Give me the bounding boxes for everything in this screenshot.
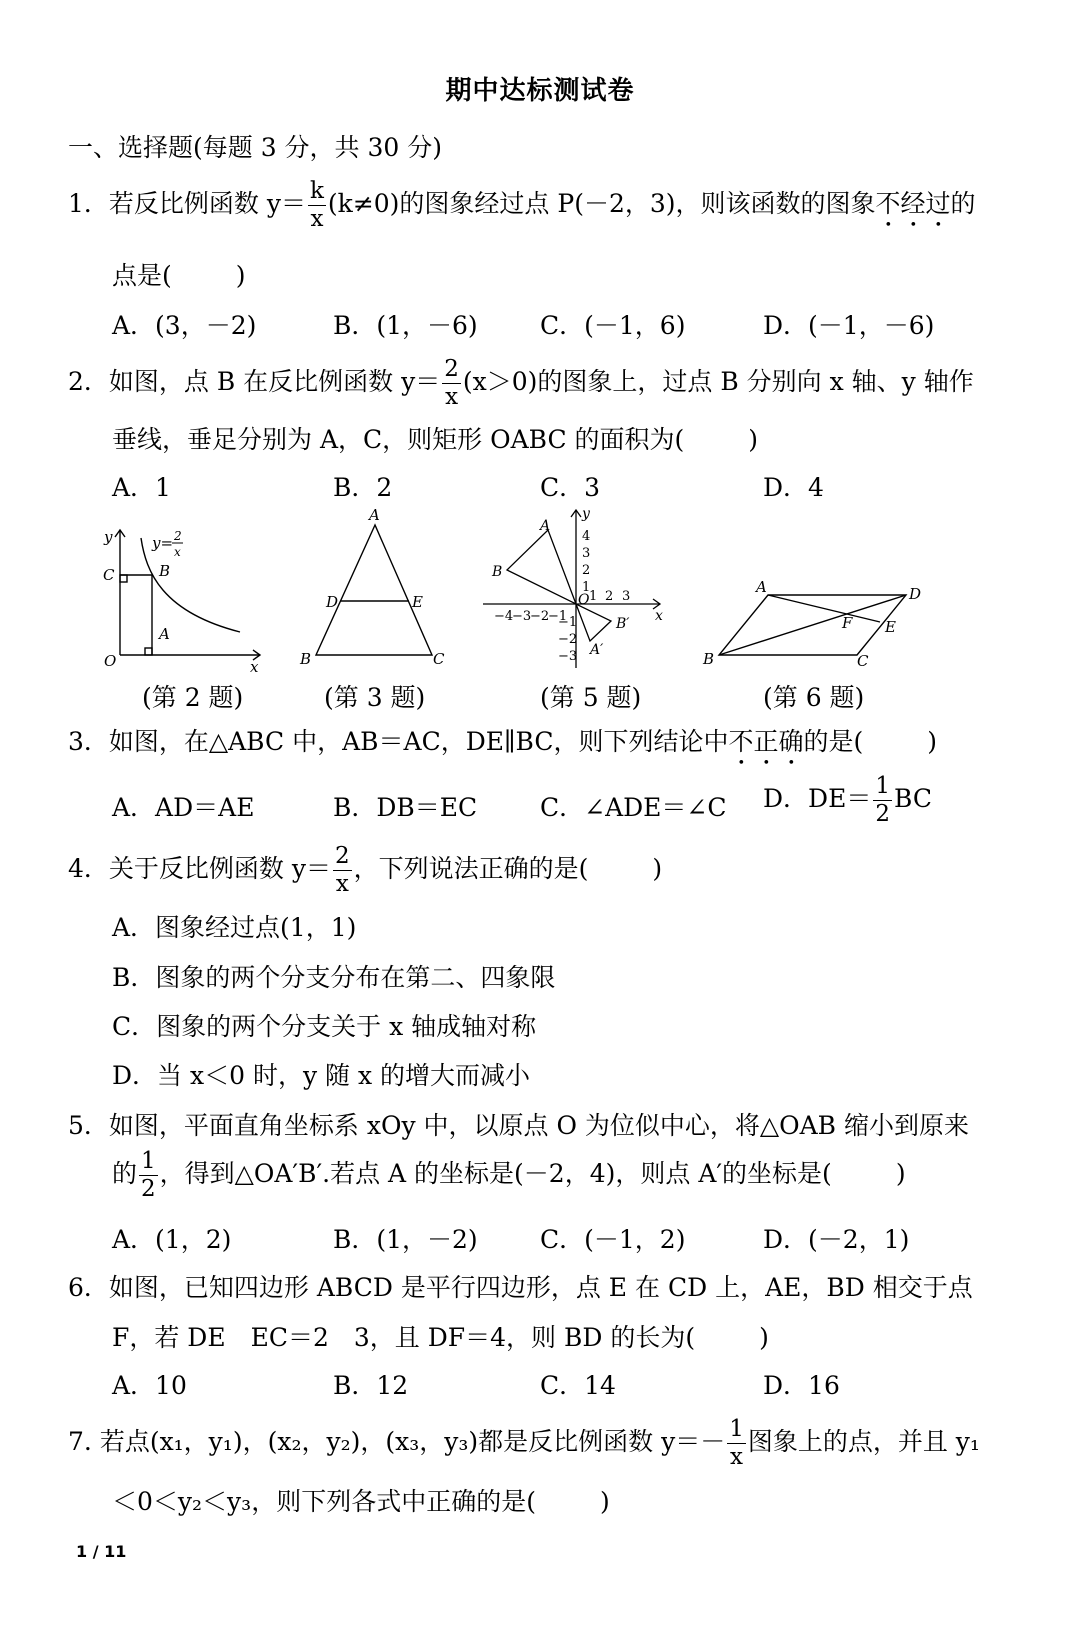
fraction-numerator: 2 — [444, 356, 459, 382]
figure-q6 — [719, 595, 906, 655]
y-tick-label: 3 — [582, 546, 591, 561]
figure-caption-q5: (第 5 题) — [540, 683, 642, 712]
question-number: 6． — [68, 1273, 109, 1302]
label-x: x — [655, 608, 663, 624]
triangle-oab — [507, 530, 576, 604]
answer-close: ) — [759, 1323, 769, 1352]
question-text: F，若 DE EC＝2 3，且 DF＝4，则 BD 的长为( — [112, 1323, 696, 1352]
question-6-line-2 — [112, 1318, 769, 1354]
question-text: ＜0＜y₂＜y₃，则下列各式中正确的是( — [112, 1487, 536, 1516]
emphasized-text: 不经过 — [875, 189, 951, 218]
fraction — [727, 1418, 746, 1469]
q6-option-d: D．16 — [763, 1371, 840, 1400]
function-denominator: x — [174, 545, 181, 559]
q6-option-b: B．12 — [333, 1371, 409, 1400]
option-text: BC — [893, 784, 932, 813]
question-text: 点是( — [112, 261, 172, 290]
fraction-numerator: 1 — [141, 1148, 156, 1174]
q6-option-a: A．10 — [112, 1371, 187, 1400]
figure-q3 — [316, 525, 432, 655]
fraction-numerator: k — [309, 178, 324, 204]
x-tick-label: −1 — [548, 609, 568, 624]
label-e: E — [412, 593, 423, 611]
figure-caption-q3: (第 3 题) — [324, 683, 426, 712]
x-tick-label: 2 — [605, 589, 614, 604]
fraction-numerator: 2 — [334, 843, 350, 869]
question-1 — [68, 180, 976, 233]
q5-option-a: A．(1，2) — [112, 1225, 232, 1254]
question-text: 图象上的点，并且 y₁ — [747, 1427, 980, 1456]
x-tick-label: 1 — [589, 589, 598, 604]
label-b: B — [300, 650, 312, 668]
q2-option-b: B．2 — [333, 473, 393, 502]
label-o: O — [104, 652, 117, 670]
answer-close: ) — [748, 425, 759, 454]
fraction — [333, 845, 352, 896]
diagonal-bd — [719, 595, 906, 655]
answer-close: ) — [895, 1159, 906, 1188]
fraction-denominator: x — [310, 206, 324, 232]
label-a: A — [369, 506, 380, 524]
fraction-numerator: 1 — [875, 773, 890, 799]
fraction — [442, 358, 461, 409]
q6-option-c: C．14 — [540, 1371, 616, 1400]
fraction-denominator: x — [335, 871, 349, 897]
label-c: C — [857, 652, 869, 670]
q3-option-c: C．∠ADE＝∠C — [540, 793, 727, 822]
y-tick-label: 2 — [582, 563, 591, 578]
q4-option-c: C．图象的两个分支关于 x 轴成轴对称 — [112, 1012, 537, 1041]
question-text: 的 — [112, 1159, 138, 1188]
fraction — [308, 180, 326, 231]
q5-option-d: D．(－2，1) — [763, 1225, 910, 1254]
question-number: 5． — [68, 1111, 109, 1140]
x-tick-label: 3 — [622, 589, 631, 604]
function-label: y= — [152, 534, 174, 552]
question-1-line-2 — [112, 256, 246, 292]
question-3 — [68, 722, 937, 771]
q3-option-d — [763, 775, 932, 826]
y-tick-label: 1 — [582, 580, 591, 595]
label-b: B — [703, 650, 715, 668]
label-x: x — [250, 658, 259, 676]
label-d: D — [909, 585, 922, 603]
label-b-prime: B′ — [616, 616, 630, 632]
y-tick-label: −1 — [558, 615, 578, 630]
figure-caption-q6: (第 6 题) — [763, 683, 865, 712]
label-y: y — [104, 528, 113, 546]
y-tick-label: −2 — [558, 632, 578, 647]
question-5 — [68, 1106, 969, 1142]
question-text: 若点(x₁，y₁)，(x₂，y₂)，(x₃，y₃)都是反比例函数 y＝－ — [99, 1427, 726, 1456]
figures-row — [0, 500, 1080, 680]
question-7 — [68, 1418, 980, 1469]
page-title: 期中达标测试卷 — [445, 76, 635, 106]
figure-q2 — [115, 530, 260, 660]
question-number: 1． — [68, 189, 109, 218]
q1-option-c: C．(－1，6) — [540, 311, 686, 340]
question-number: 4． — [68, 854, 109, 883]
fraction — [139, 1150, 158, 1201]
figure-caption-q2: (第 2 题) — [142, 683, 244, 712]
label-o: O — [578, 592, 590, 608]
fraction-denominator: 2 — [875, 801, 890, 827]
y-tick-label: −3 — [558, 649, 578, 664]
question-2 — [68, 358, 974, 409]
function-numerator: 2 — [174, 529, 182, 543]
question-6 — [68, 1268, 973, 1304]
question-text: (k≠0)的图象经过点 P(－2，3)，则该函数的图象 — [327, 189, 876, 218]
hyperbola-curve — [141, 538, 240, 632]
question-text: 如图，在△ABC 中，AB＝AC，DE∥BC，则下列结论中 — [108, 727, 729, 756]
answer-close: ) — [599, 1487, 610, 1516]
fraction-denominator: x — [445, 384, 459, 410]
q1-option-a: A．(3，－2) — [112, 311, 257, 340]
q5-option-b: B．(1，－2) — [333, 1225, 478, 1254]
question-text: 如图，平面直角坐标系 xOy 中，以原点 O 为位似中心，将△OAB 缩小到原来 — [108, 1111, 970, 1140]
right-angle-mark — [145, 648, 152, 655]
q2-option-a: A．1 — [112, 473, 171, 502]
q1-option-d: D．(－1，－6) — [763, 311, 935, 340]
answer-close: ) — [235, 261, 246, 290]
question-text: (x＞0)的图象上，过点 B 分别向 x 轴、y 轴作 — [462, 367, 974, 396]
x-tick-label: −3 — [512, 609, 532, 624]
label-c: C — [433, 650, 445, 668]
page-number: 1 / 11 — [76, 1542, 127, 1561]
label-b: B — [159, 562, 171, 580]
q4-option-a: A．图象经过点(1，1) — [112, 913, 357, 942]
triangle-oa2b2 — [576, 604, 611, 641]
q1-option-b: B．(1，－6) — [333, 311, 478, 340]
y-tick-label: 4 — [582, 529, 591, 544]
question-4 — [68, 845, 662, 896]
option-text: D．DE＝ — [763, 784, 872, 813]
label-b: B — [492, 564, 503, 580]
label-d: D — [326, 593, 339, 611]
question-text: ，下列说法正确的是( — [353, 854, 589, 883]
question-text: 关于反比例函数 y＝ — [108, 854, 331, 883]
question-text: 如图，已知四边形 ABCD 是平行四边形，点 E 在 CD 上，AE，BD 相交于点 — [108, 1273, 973, 1302]
label-y: y — [582, 506, 590, 522]
fraction-denominator: x — [730, 1444, 744, 1470]
q3-option-b: B．DB＝EC — [333, 793, 478, 822]
label-f: F — [842, 614, 853, 632]
q4-option-b: B．图象的两个分支分布在第二、四象限 — [112, 963, 556, 992]
label-e: E — [885, 618, 896, 636]
question-number: 2． — [68, 367, 109, 396]
label-c: C — [103, 566, 115, 584]
q2-option-d: D．4 — [763, 473, 824, 502]
q5-option-c: C．(－1，2) — [540, 1225, 686, 1254]
question-2-line-2 — [112, 420, 758, 456]
question-text: 垂线，垂足分别为 A，C，则矩形 OABC 的面积为( — [112, 425, 685, 454]
right-angle-mark — [120, 575, 127, 582]
question-7-line-2 — [112, 1482, 610, 1518]
q2-option-c: C．3 — [540, 473, 601, 502]
emphasized-text: 不正确 — [728, 727, 804, 756]
q4-option-d: D．当 x＜0 时，y 随 x 的增大而减小 — [112, 1061, 531, 1090]
x-tick-label: −2 — [530, 609, 550, 624]
question-text: ，得到△OA′B′.若点 A 的坐标是(－2，4)，则点 A′的坐标是( — [159, 1159, 832, 1188]
label-a-prime: A′ — [590, 642, 604, 658]
triangle-abc — [316, 525, 432, 655]
answer-close: ) — [927, 727, 938, 756]
question-text: 的是( — [803, 727, 864, 756]
fraction-denominator: 2 — [141, 1176, 156, 1202]
question-number: 7. — [68, 1427, 92, 1456]
question-5-line-2 — [112, 1150, 906, 1201]
section-heading: 一、选择题(每题 3 分，共 30 分) — [68, 133, 443, 162]
x-tick-label: −4 — [494, 609, 514, 624]
question-text: 若反比例函数 y＝ — [108, 189, 306, 218]
label-a: A — [159, 625, 170, 643]
label-a: A — [540, 518, 551, 534]
q3-option-a: A．AD＝AE — [112, 793, 255, 822]
label-a: A — [756, 578, 767, 596]
question-text: 的 — [950, 189, 976, 218]
answer-close: ) — [652, 854, 663, 883]
fraction-numerator: 1 — [729, 1416, 744, 1442]
question-number: 3． — [68, 727, 109, 756]
question-text: 如图，点 B 在反比例函数 y＝ — [108, 367, 441, 396]
fraction — [873, 775, 892, 826]
